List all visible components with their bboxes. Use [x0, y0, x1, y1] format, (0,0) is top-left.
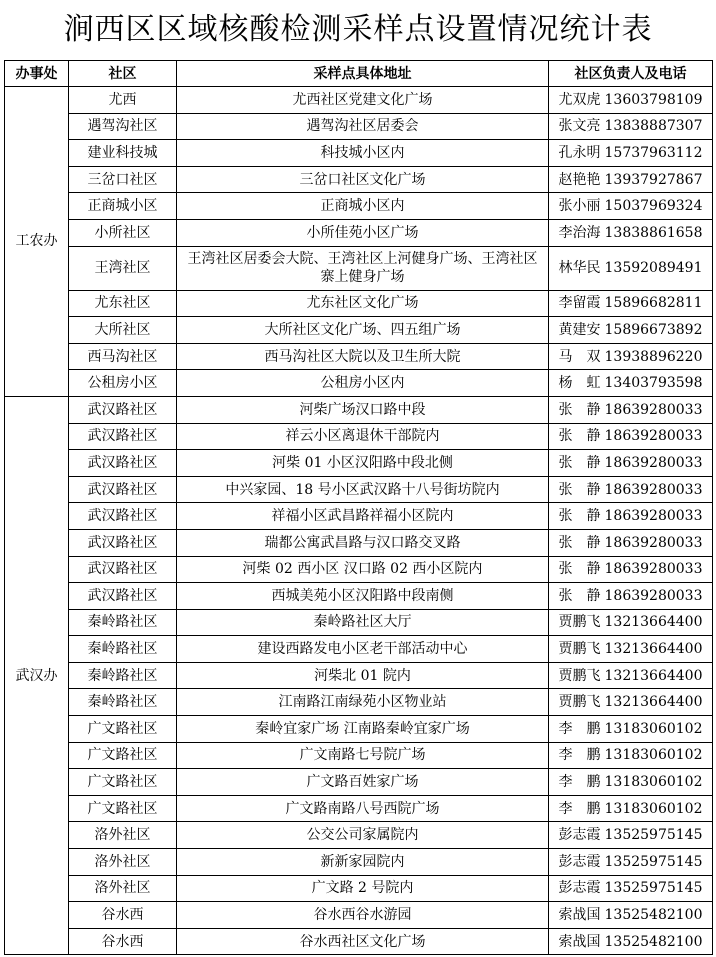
contact-person: 彭志霞 — [558, 853, 601, 870]
contact-phone: 18639280033 — [604, 534, 703, 551]
contact-phone: 13213664400 — [604, 641, 703, 658]
contact-cell — [549, 529, 713, 556]
contact-person: 马 双 — [558, 348, 601, 365]
community-cell: 武汉路社区 — [69, 503, 177, 530]
table-row — [5, 636, 713, 663]
contact-person: 李 鹏 — [558, 747, 601, 764]
header-address: 采样点具体地址 — [177, 61, 549, 87]
address-cell: 小所佳苑小区广场 — [177, 219, 549, 246]
community-cell: 尤东社区 — [69, 290, 177, 317]
contact-phone: 13938896220 — [604, 348, 703, 365]
community-cell: 武汉路社区 — [69, 423, 177, 450]
contact-phone: 13213664400 — [604, 614, 703, 631]
contact-cell — [549, 476, 713, 503]
address-cell: 谷水西谷水游园 — [177, 902, 549, 929]
contact-cell — [549, 246, 713, 290]
address-cell: 科技城小区内 — [177, 140, 549, 167]
contact-person: 李留霞 — [558, 295, 601, 312]
contact-person: 张 静 — [558, 508, 601, 525]
contact-person: 李 鹏 — [558, 720, 601, 737]
contact-cell — [549, 795, 713, 822]
contact-cell — [549, 875, 713, 902]
contact-phone: 18639280033 — [604, 508, 703, 525]
contact-cell — [549, 609, 713, 636]
contact-phone: 13525975145 — [604, 853, 703, 870]
contact-phone: 13183060102 — [604, 720, 703, 737]
contact-phone: 18639280033 — [604, 587, 703, 604]
contact-cell — [549, 902, 713, 929]
community-cell: 尤西 — [69, 87, 177, 114]
table-row — [5, 450, 713, 477]
table-row — [5, 246, 713, 290]
contact-person: 贾鹏飞 — [558, 667, 601, 684]
community-cell: 遇驾沟社区 — [69, 113, 177, 140]
contact-cell — [549, 689, 713, 716]
table-row — [5, 529, 713, 556]
contact-phone: 18639280033 — [604, 561, 703, 578]
community-cell: 公租房小区 — [69, 370, 177, 397]
office-cell: 武汉办 — [5, 396, 69, 954]
table-row — [5, 875, 713, 902]
community-cell: 正商城小区 — [69, 193, 177, 220]
address-cell: 公租房小区内 — [177, 370, 549, 397]
header-community: 社区 — [69, 61, 177, 87]
contact-phone: 18639280033 — [604, 454, 703, 471]
contact-cell — [549, 716, 713, 743]
address-cell: 西城美苑小区汉阳路中段南侧 — [177, 583, 549, 610]
community-cell: 秦岭路社区 — [69, 662, 177, 689]
address-cell: 广文路 2 号院内 — [177, 875, 549, 902]
address-cell: 新新家园院内 — [177, 849, 549, 876]
address-cell: 三岔口社区文化广场 — [177, 166, 549, 193]
table-row — [5, 317, 713, 344]
table-body — [5, 87, 713, 955]
contact-person: 林华民 — [558, 260, 601, 277]
contact-cell — [549, 450, 713, 477]
community-cell: 广文路社区 — [69, 769, 177, 796]
table-row — [5, 396, 713, 423]
table-row — [5, 140, 713, 167]
table-row — [5, 370, 713, 397]
community-cell: 秦岭路社区 — [69, 609, 177, 636]
table-row — [5, 87, 713, 114]
address-cell: 江南路江南绿苑小区物业站 — [177, 689, 549, 716]
contact-person: 张 静 — [558, 428, 601, 445]
contact-person: 彭志霞 — [558, 827, 601, 844]
table-row — [5, 849, 713, 876]
contact-phone: 13937927867 — [604, 171, 703, 188]
community-cell: 广文路社区 — [69, 795, 177, 822]
address-cell: 瑞都公寓武昌路与汉口路交叉路 — [177, 529, 549, 556]
contact-phone: 13213664400 — [604, 667, 703, 684]
contact-person: 李治海 — [558, 224, 601, 241]
table-row — [5, 219, 713, 246]
address-cell: 公交公司家属院内 — [177, 822, 549, 849]
contact-cell — [549, 290, 713, 317]
table-row — [5, 193, 713, 220]
contact-cell — [549, 742, 713, 769]
contact-phone: 18639280033 — [604, 428, 703, 445]
contact-phone: 18639280033 — [604, 481, 703, 498]
contact-phone: 15896682811 — [604, 295, 703, 312]
contact-phone: 13183060102 — [604, 774, 703, 791]
contact-person: 张小丽 — [558, 198, 601, 215]
community-cell: 广文路社区 — [69, 716, 177, 743]
contact-cell — [549, 556, 713, 583]
contact-phone: 13592089491 — [604, 260, 703, 277]
contact-person: 贾鹏飞 — [558, 694, 601, 711]
address-cell: 广文路南路八号西院广场 — [177, 795, 549, 822]
contact-cell — [549, 87, 713, 114]
community-cell: 西马沟社区 — [69, 343, 177, 370]
community-cell: 武汉路社区 — [69, 476, 177, 503]
address-cell: 祥云小区离退休干部院内 — [177, 423, 549, 450]
address-cell: 广文路百姓家广场 — [177, 769, 549, 796]
contact-person: 李 鹏 — [558, 774, 601, 791]
contact-cell — [549, 503, 713, 530]
contact-person: 李 鹏 — [558, 800, 601, 817]
contact-person: 尤双虎 — [558, 91, 601, 108]
address-cell: 谷水西社区文化广场 — [177, 928, 549, 955]
address-cell: 河柴 02 西小区 汉口路 02 西小区院内 — [177, 556, 549, 583]
contact-person: 贾鹏飞 — [558, 614, 601, 631]
community-cell: 建业科技城 — [69, 140, 177, 167]
address-cell: 建设西路发电小区老干部活动中心 — [177, 636, 549, 663]
address-cell: 尤西社区党建文化广场 — [177, 87, 549, 114]
contact-phone: 13403793598 — [604, 375, 703, 392]
contact-person: 张 静 — [558, 481, 601, 498]
contact-phone: 13838861658 — [604, 224, 703, 241]
contact-cell — [549, 396, 713, 423]
contact-cell — [549, 370, 713, 397]
community-cell: 洛外社区 — [69, 849, 177, 876]
contact-person: 赵艳艳 — [558, 171, 601, 188]
contact-phone: 13525482100 — [604, 907, 703, 924]
community-cell: 武汉路社区 — [69, 529, 177, 556]
table-row — [5, 689, 713, 716]
contact-phone: 15037969324 — [604, 198, 703, 215]
contact-cell — [549, 849, 713, 876]
contact-phone: 15737963112 — [604, 144, 703, 161]
table-row — [5, 609, 713, 636]
table-row — [5, 822, 713, 849]
contact-phone: 13213664400 — [604, 694, 703, 711]
community-cell: 广文路社区 — [69, 742, 177, 769]
contact-person: 张 静 — [558, 587, 601, 604]
contact-phone: 13525975145 — [604, 827, 703, 844]
header-office: 办事处 — [5, 61, 69, 87]
contact-cell — [549, 166, 713, 193]
address-cell: 遇驾沟社区居委会 — [177, 113, 549, 140]
contact-person: 贾鹏飞 — [558, 641, 601, 658]
community-cell: 武汉路社区 — [69, 450, 177, 477]
header-contact: 社区负责人及电话 — [549, 61, 713, 87]
address-cell: 广文南路七号院广场 — [177, 742, 549, 769]
contact-cell — [549, 423, 713, 450]
contact-person: 杨 虹 — [558, 375, 601, 392]
table-row — [5, 902, 713, 929]
community-cell: 三岔口社区 — [69, 166, 177, 193]
address-cell: 河柴广场汉口路中段 — [177, 396, 549, 423]
contact-person: 索战国 — [558, 933, 601, 950]
contact-person: 张 静 — [558, 561, 601, 578]
address-cell: 正商城小区内 — [177, 193, 549, 220]
contact-cell — [549, 583, 713, 610]
address-cell: 河柴 01 小区汉阳路中段北侧 — [177, 450, 549, 477]
community-cell: 小所社区 — [69, 219, 177, 246]
address-cell: 河柴北 01 院内 — [177, 662, 549, 689]
community-cell: 大所社区 — [69, 317, 177, 344]
contact-phone: 13525975145 — [604, 880, 703, 897]
contact-phone: 13183060102 — [604, 747, 703, 764]
contact-cell — [549, 343, 713, 370]
contact-cell — [549, 219, 713, 246]
contact-phone: 13525482100 — [604, 933, 703, 950]
table-row — [5, 742, 713, 769]
table-row — [5, 290, 713, 317]
contact-person: 黄建安 — [558, 321, 601, 338]
office-cell: 工农办 — [5, 87, 69, 397]
address-cell: 大所社区文化广场、四五组广场 — [177, 317, 549, 344]
contact-cell — [549, 822, 713, 849]
sampling-sites-table — [4, 60, 713, 955]
contact-cell — [549, 928, 713, 955]
contact-phone: 18639280033 — [604, 401, 703, 418]
table-row — [5, 583, 713, 610]
community-cell: 洛外社区 — [69, 875, 177, 902]
community-cell: 洛外社区 — [69, 822, 177, 849]
address-cell: 西马沟社区大院以及卫生所大院 — [177, 343, 549, 370]
contact-cell — [549, 636, 713, 663]
table-row — [5, 769, 713, 796]
community-cell: 武汉路社区 — [69, 396, 177, 423]
community-cell: 武汉路社区 — [69, 583, 177, 610]
community-cell: 谷水西 — [69, 902, 177, 929]
table-row — [5, 503, 713, 530]
contact-person: 张 静 — [558, 454, 601, 471]
contact-person: 索战国 — [558, 907, 601, 924]
contact-cell — [549, 662, 713, 689]
table-row — [5, 556, 713, 583]
contact-person: 孔永明 — [558, 144, 601, 161]
contact-phone: 15896673892 — [604, 321, 703, 338]
contact-person: 彭志霞 — [558, 880, 601, 897]
address-cell: 秦岭路社区大厅 — [177, 609, 549, 636]
community-cell: 武汉路社区 — [69, 556, 177, 583]
contact-cell — [549, 193, 713, 220]
table-row — [5, 662, 713, 689]
contact-person: 张文亮 — [558, 118, 601, 135]
table-header-row — [5, 61, 713, 87]
table-row — [5, 476, 713, 503]
table-row — [5, 716, 713, 743]
address-cell: 尤东社区文化广场 — [177, 290, 549, 317]
contact-person: 张 静 — [558, 401, 601, 418]
page-title: 涧西区区域核酸检测采样点设置情况统计表 — [63, 12, 653, 47]
contact-phone: 13838887307 — [604, 118, 703, 135]
contact-cell — [549, 769, 713, 796]
contact-phone: 13603798109 — [604, 91, 703, 108]
table-row — [5, 423, 713, 450]
contact-person: 张 静 — [558, 534, 601, 551]
community-cell: 秦岭路社区 — [69, 636, 177, 663]
table-row — [5, 113, 713, 140]
address-cell: 中兴家园、18 号小区武汉路十八号街坊院内 — [177, 476, 549, 503]
contact-cell — [549, 113, 713, 140]
table-row — [5, 166, 713, 193]
contact-phone: 13183060102 — [604, 800, 703, 817]
community-cell: 秦岭路社区 — [69, 689, 177, 716]
address-cell: 秦岭宜家广场 江南路秦岭宜家广场 — [177, 716, 549, 743]
contact-cell — [549, 317, 713, 344]
address-cell: 王湾社区居委会大院、王湾社区上河健身广场、王湾社区寨上健身广场 — [177, 246, 549, 290]
community-cell: 谷水西 — [69, 928, 177, 955]
contact-cell — [549, 140, 713, 167]
table-row — [5, 343, 713, 370]
community-cell: 王湾社区 — [69, 246, 177, 290]
table-row — [5, 928, 713, 955]
address-cell: 祥福小区武昌路祥福小区院内 — [177, 503, 549, 530]
table-row — [5, 795, 713, 822]
